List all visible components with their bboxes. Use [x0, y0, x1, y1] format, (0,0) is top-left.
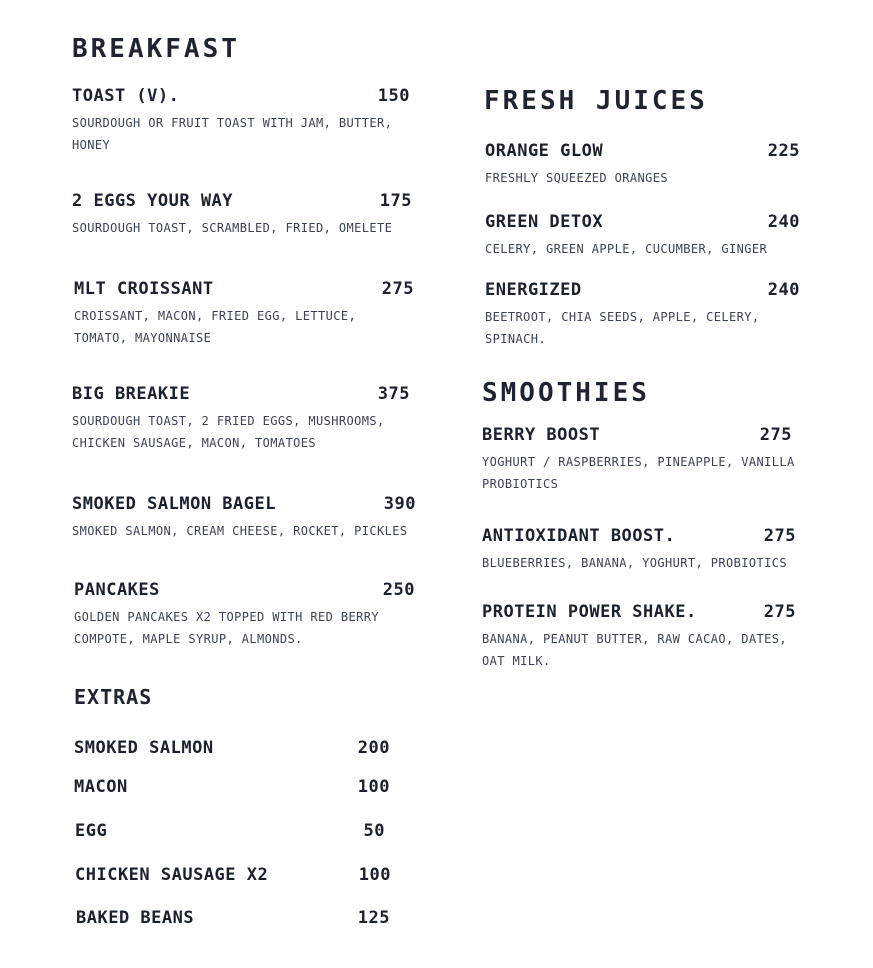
item-name: BERRY BOOST	[482, 425, 601, 445]
item-description: YOGHURT / RASPBERRIES, PINEAPPLE, VANILLA PROBIOTICS	[482, 455, 795, 491]
extra-name: SMOKED SALMON	[74, 738, 214, 758]
menu-item	[72, 191, 412, 239]
item-price: 275	[763, 602, 796, 622]
extra-name: EGG	[75, 821, 108, 841]
extra-name: CHICKEN SAUSAGE X2	[75, 865, 269, 885]
breakfast-title: BREAKFAST	[72, 34, 240, 64]
item-name: BIG BREAKIE	[72, 384, 191, 404]
item-price: 175	[379, 191, 412, 211]
item-description: BLUEBERRIES, BANANA, YOGHURT, PROBIOTICS	[482, 556, 787, 570]
extra-price: 100	[357, 777, 390, 797]
item-description: BANANA, PEANUT BUTTER, RAW CACAO, DATES, OAT MILK.	[482, 632, 787, 668]
item-description: SOURDOUGH OR FRUIT TOAST WITH JAM, BUTTER, HONEY	[72, 116, 393, 152]
item-name: TOAST (V).	[72, 86, 180, 106]
item-price: 275	[381, 279, 414, 299]
item-price: 150	[377, 86, 410, 106]
item-description: SOURDOUGH TOAST, 2 FRIED EGGS, MUSHROOMS, CHICKEN SAUSAGE, MACON, TOMATOES	[72, 414, 385, 450]
item-price: 240	[767, 212, 800, 232]
item-description: BEETROOT, CHIA SEEDS, APPLE, CELERY, SPINACH.	[485, 310, 760, 346]
extra-price: 125	[357, 908, 390, 928]
extras-title: EXTRAS	[74, 685, 153, 709]
menu-item	[485, 141, 800, 189]
menu-item	[74, 580, 415, 650]
item-price: 240	[767, 280, 800, 300]
fresh-juices-title: FRESH JUICES	[484, 86, 708, 116]
menu-item	[485, 280, 800, 350]
menu-item	[485, 212, 800, 260]
item-description: GOLDEN PANCAKES X2 TOPPED WITH RED BERRY COMPOTE, MAPLE SYRUP, ALMONDS.	[74, 610, 379, 646]
extra-price: 200	[357, 738, 390, 758]
item-name: ANTIOXIDANT BOOST.	[482, 526, 676, 546]
item-name: GREEN DETOX	[485, 212, 604, 232]
item-name: PANCAKES	[74, 580, 160, 600]
extra-price: 50	[363, 821, 385, 841]
item-name: SMOKED SALMON BAGEL	[72, 494, 276, 514]
menu-item	[482, 425, 795, 495]
item-name: MLT CROISSANT	[74, 279, 214, 299]
item-name: ORANGE GLOW	[485, 141, 604, 161]
extra-item	[74, 738, 390, 760]
menu-item	[72, 384, 410, 454]
menu-item	[74, 279, 414, 349]
item-description: CELERY, GREEN APPLE, CUCUMBER, GINGER	[485, 242, 768, 256]
extra-item	[75, 821, 385, 843]
item-name: 2 EGGS YOUR WAY	[72, 191, 234, 211]
item-price: 375	[377, 384, 410, 404]
item-description: CROISSANT, MACON, FRIED EGG, LETTUCE, TOMATO, MAYONNAISE	[74, 309, 357, 345]
item-price: 275	[763, 526, 796, 546]
menu-item	[72, 494, 416, 542]
item-description: SMOKED SALMON, CREAM CHEESE, ROCKET, PICKLES	[72, 524, 408, 538]
item-price: 275	[759, 425, 792, 445]
menu-item	[482, 526, 796, 574]
menu-item	[72, 86, 410, 156]
item-description: SOURDOUGH TOAST, SCRAMBLED, FRIED, OMELETE	[72, 221, 393, 235]
item-name: PROTEIN POWER SHAKE.	[482, 602, 697, 622]
extra-item	[74, 777, 390, 799]
extra-name: MACON	[74, 777, 128, 797]
extra-price: 100	[358, 865, 391, 885]
item-price: 390	[383, 494, 416, 514]
item-price: 250	[382, 580, 415, 600]
extra-name: BAKED BEANS	[76, 908, 195, 928]
item-name: ENERGIZED	[485, 280, 582, 300]
item-description: FRESHLY SQUEEZED ORANGES	[485, 171, 668, 185]
extra-item	[75, 865, 391, 887]
menu-item	[482, 602, 796, 672]
item-price: 225	[767, 141, 800, 161]
smoothies-title: SMOOTHIES	[482, 378, 650, 408]
extra-item	[76, 908, 390, 930]
